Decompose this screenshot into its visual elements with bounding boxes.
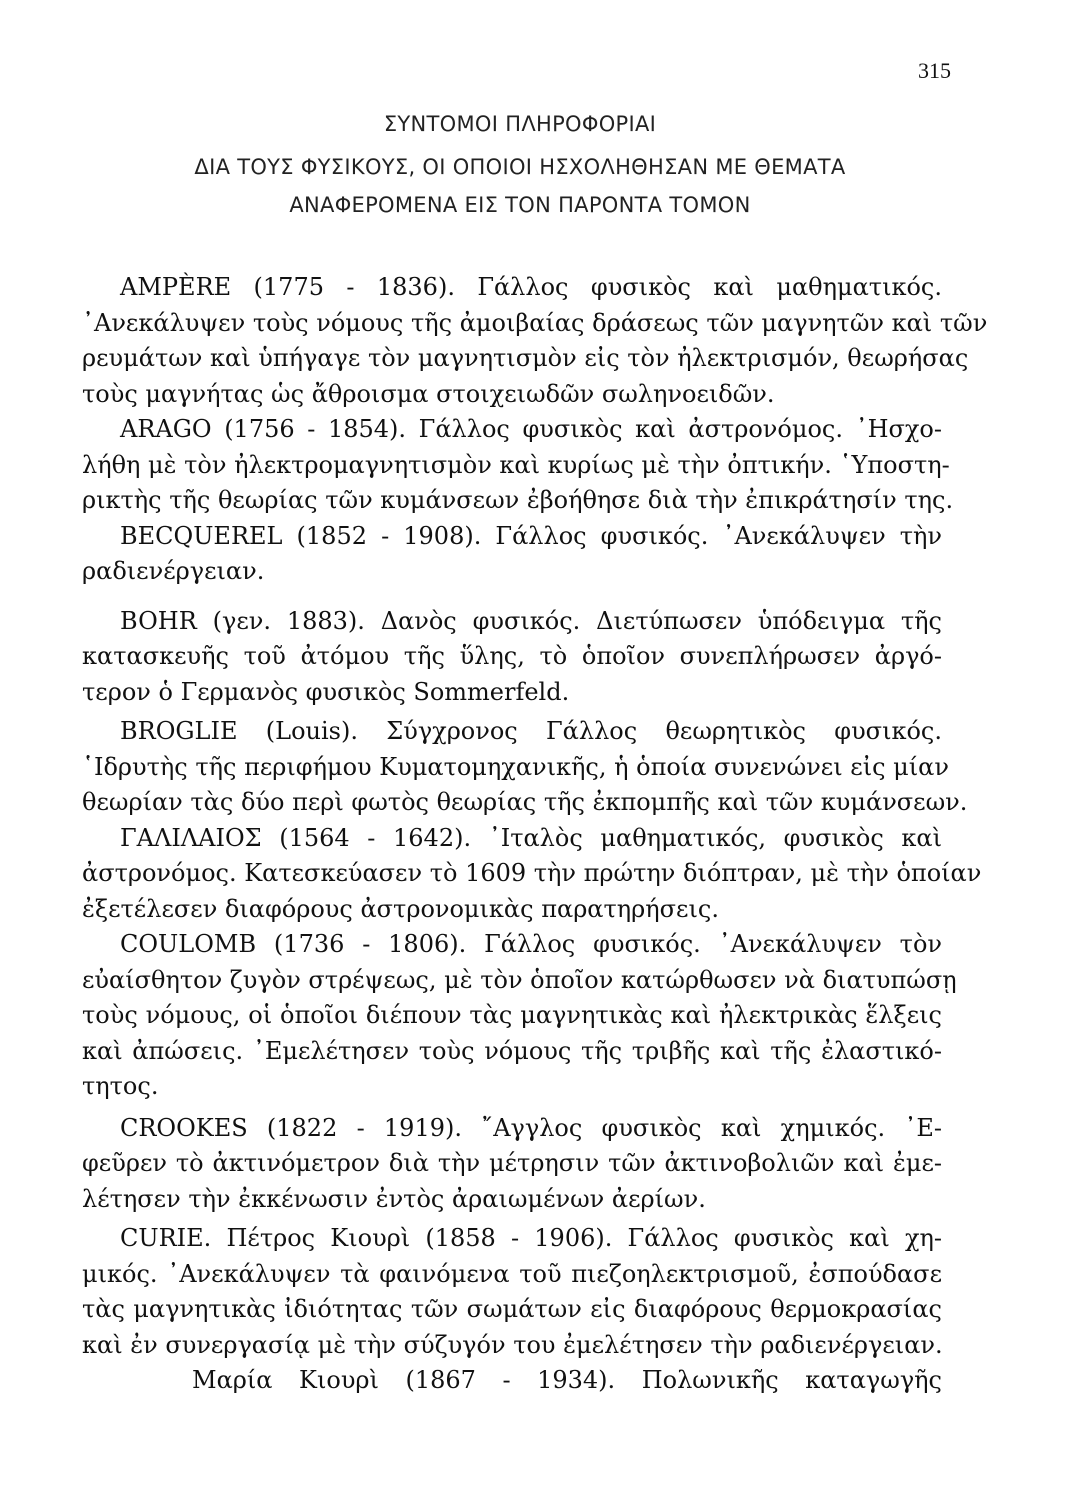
entry-line: ρευμάτων καὶ ὑπήγαγε τὸν μαγνητισμὸν εἰς τὸν ἠλεκτρισμόν, θεωρήσας [82,344,969,372]
entry-galileo [82,821,982,928]
header-line-2: ΔΙΑ ΤΟΥΣ ΦΥΣΙΚΟΥΣ, ΟΙ ΟΠΟΙΟΙ ΗΣΧΟΛΗΘΗΣΑΝ ΜΕ ΘΕΜΑΤΑ [194,155,846,179]
entry-line: κατασκευῆς τοῦ ἀτόμου τῆς ὕλης, τὸ ὁποῖον συνεπλήρωσεν ἀργό- [82,642,942,670]
entry-line: ᾿Ανεκάλυψεν τοὺς νόμους τῆς ἀμοιβαίας δράσεως τῶν μαγνητῶν καὶ τῶν [82,308,988,337]
entry-line: τοὺς μαγνήτας ὡς ἄθροισμα στοιχειωδῶν σωληνοειδῶν. [82,379,775,408]
entry-line: ἀστρονόμος. Κατεσκεύασεν τὸ 1609 τὴν πρώτην διόπτραν, μὲ τὴν ὁποίαν [82,859,982,887]
entry-line: τερον ὁ Γερμανὸς φυσικὸς Sommerfeld. [82,677,570,706]
entry-line: τὰς μαγνητικὰς ἰδιότητας τῶν σωμάτων εἰς διαφόρους θερμοκρασίας [82,1295,942,1323]
entry-line: COULOMB (1736 - 1806). Γάλλος φυσικός. ᾿Ανεκάλυψεν τὸν [120,930,942,958]
entry-line: τητος. [82,1072,159,1100]
entry-line: BOHR (γεν. 1883). Δανὸς φυσικός. Διετύπωσεν ὑπόδειγμα τῆς [120,606,942,635]
entry-line: ραδιενέργειαν. [82,557,265,585]
entry-line: μικός. ᾿Ανεκάλυψεν τὰ φαινόμενα τοῦ πιεζοηλεκτρισμοῦ, ἐσπούδασε [82,1259,942,1288]
entry-line: CURIE. Πέτρος Κιουρὶ (1858 - 1906). Γάλλος φυσικὸς καὶ χη- [120,1224,942,1252]
entry-line: τοὺς νόμους, οἱ ὁποῖοι διέπουν τὰς μαγνητικὰς καὶ ἠλεκτρικὰς ἕλξεις [82,1001,942,1029]
header-line-1: ΣΥΝΤΟΜΟΙ ΠΛΗΡΟΦΟΡΙΑΙ [383,112,657,136]
entries-body [82,270,988,1399]
entry-line: λέτησεν τὴν ἐκκένωσιν ἐντὸς ἀραιωμένων ἀερίων. [82,1184,706,1213]
entry-line: ρικτὴς τῆς θεωρίας τῶν κυμάνσεων ἐβοήθησε διὰ τὴν ἐπικράτησίν της. [82,486,954,514]
entry-bohr [82,604,942,711]
entry-line: ἐξετέλεσεν διαφόρους ἀστρονομικὰς παρατηρήσεις. [82,894,719,923]
entry-line: θεωρίαν τὰς δύο περὶ φωτὸς θεωρίας τῆς ἐκπομπῆς καὶ τῶν κυμάνσεων. [82,788,968,816]
entry-broglie [82,714,968,821]
entry-line: Μαρία Κιουρὶ (1867 - 1934). Πολωνικῆς καταγωγῆς [192,1366,942,1394]
entry-line: ARAGO (1756 - 1854). Γάλλος φυσικὸς καὶ ἀστρονόμος. ᾿Ησχο- [120,415,942,443]
entry-line: εὐαίσθητον ζυγὸν στρέψεως, μὲ τὸν ὁποῖον κατώρθωσεν νὰ διατυπώσῃ [82,965,957,994]
header-line-3: ΑΝΑΦΕΡΟΜΕΝΑ ΕΙΣ ΤΟΝ ΠΑΡΟΝΤΑ ΤΟΜΟΝ [289,193,751,217]
entry-curie [82,1221,942,1399]
entry-line: καὶ ἐν συνεργασίᾳ μὲ τὴν σύζυγόν του ἐμελέτησεν τὴν ραδιενέργειαν. [82,1330,943,1359]
entry-coulomb [82,927,957,1105]
entry-line: ῾Ιδρυτὴς τῆς περιφήμου Κυματομηχανικῆς, ἡ ὁποία συνενώνει εἰς μίαν [82,752,949,781]
entry-line: ΓΑΛΙΛΑΙΟΣ (1564 - 1642). ᾿Ιταλὸς μαθηματικός, φυσικὸς καὶ [120,823,942,852]
entry-ampere [82,270,988,412]
section-header [90,112,950,217]
entry-line: λήθη μὲ τὸν ἠλεκτρομαγνητισμὸν καὶ κυρίως μὲ τὴν ὀπτικήν. ῾Υποστη- [82,450,950,479]
entry-becquerel [82,519,942,590]
entry-line: φεῦρεν τὸ ἀκτινόμετρον διὰ τὴν μέτρησιν τῶν ἀκτινοβολιῶν καὶ ἐμε- [82,1149,942,1177]
entry-arago [82,412,954,519]
page-number: 315 [918,58,951,83]
entry-line: καὶ ἀπώσεις. ᾿Εμελέτησεν τοὺς νόμους τῆς τριβῆς καὶ τῆς ἐλαστικό- [82,1036,942,1065]
entry-line: BROGLIE (Louis). Σύγχρονος Γάλλος θεωρητικὸς φυσικός. [120,717,942,745]
entry-line: CROOKES (1822 - 1919). ῎Αγγλος φυσικὸς καὶ χημικός. ᾿Ε- [120,1113,942,1142]
entry-line: BECQUEREL (1852 - 1908). Γάλλος φυσικός. ᾿Ανεκάλυψεν τὴν [120,521,942,550]
entry-line: AMPÈRE (1775 - 1836). Γάλλος φυσικὸς καὶ μαθηματικός. [120,273,942,301]
entry-crookes [82,1111,942,1218]
